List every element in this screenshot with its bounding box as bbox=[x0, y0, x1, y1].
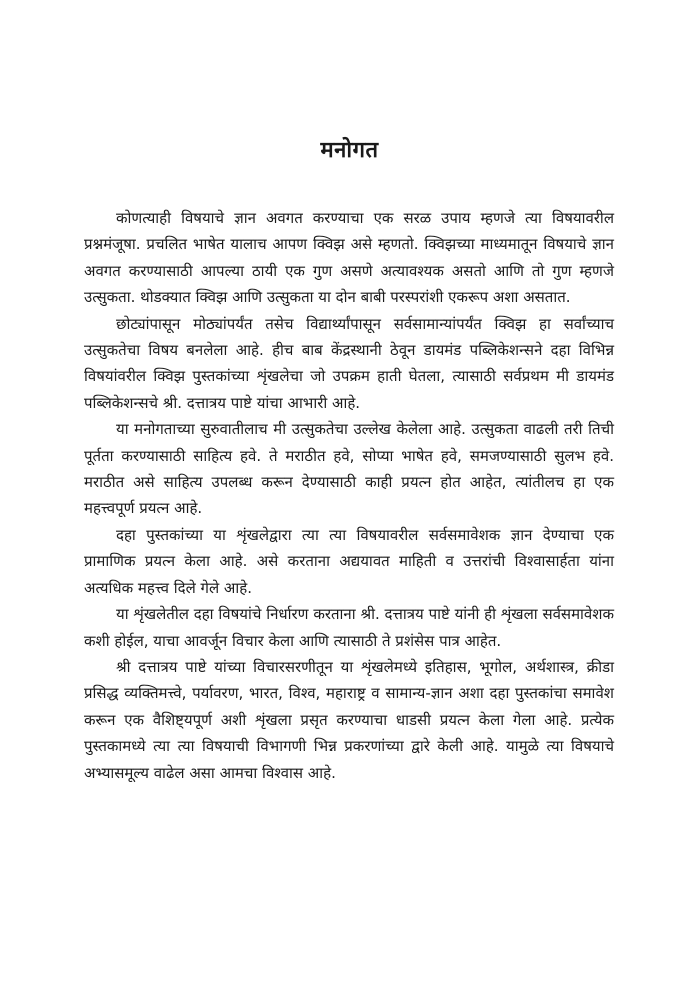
paragraph-4: दहा पुस्तकांच्या या शृंखलेद्वारा त्या त्या विषयावरील सर्वसमावेशक ज्ञान देण्याचा एक प्रामाणिक प्रयत्न केला आहे. असे करताना अद्ययावत माहिती व उत्तरांची विश्वासार्हता यांना अत्यधिक महत्त्व दिले गेले आहे. bbox=[84, 525, 614, 597]
body-text bbox=[84, 205, 614, 786]
paragraph-3: या मनोगताच्या सुरुवातीलाच मी उत्सुकतेचा उल्लेख केलेला आहे. उत्सुकता वाढली तरी तिची पूर्तता करण्यासाठी साहित्य हवे. ते मराठीत हवे, सोप्या भाषेत हवे, समजण्यासाठी सुलभ हवे. मराठीत असे साहित्य उपलब्ध करून देण्यासाठी काही प्रयत्न होत आहेत, त्यांतीलच हा एक महत्त्वपूर्ण प्रयत्न आहे. bbox=[84, 420, 614, 518]
paragraph-5: या शृंखलेतील दहा विषयांचे निर्धारण करताना श्री. दत्तात्रय पाष्टे यांनी ही शृंखला सर्वसमावेशक कशी होईल, याचा आवर्जून विचार केला आणि त्यासाठी ते प्रशंसेस पात्र आहेत. bbox=[84, 605, 614, 650]
page-title: मनोगत bbox=[320, 137, 379, 163]
paragraph-2: छोट्यांपासून मोठ्यांपर्यंत तसेच विद्यार्थ्यांपासून सर्वसामान्यांपर्यंत क्विझ हा सर्वांच्याच उत्सुकतेचा विषय बनलेला आहे. हीच बाब केंद्रस्थानी ठेवून डायमंड पब्लिकेशन्सने दहा विभिन्न विषयांवरील क्विझ पुस्तकांच्या शृंखलेचा जो उपक्रम हाती घेतला, त्यासाठी सर्वप्रथम मी डायमंड पब्लिकेशन्सचे श्री. दत्तात्रय पाष्टे यांचा आभारी आहे. bbox=[84, 314, 614, 412]
paragraph-1: कोणत्याही विषयाचे ज्ञान अवगत करण्याचा एक सरळ उपाय म्हणजे त्या विषयावरील प्रश्नमंजूषा. प्रचलित भाषेत यालाच आपण क्विझ असे म्हणतो. क्विझच्या माध्यमातून विषयाचे ज्ञान अवगत करण्यासाठी आपल्या ठायी एक गुण असणे अत्यावश्यक असतो आणि तो गुण म्हणजे उत्सुकता. थोडक्यात क्विझ आणि उत्सुकता या दोन बाबी परस्परांशी एकरूप अशा असतात. bbox=[84, 209, 614, 307]
paragraph-6: श्री दत्तात्रय पाष्टे यांच्या विचारसरणीतून या शृंखलेमध्ये इतिहास, भूगोल, अर्थशास्त्र, क्रीडा प्रसिद्ध व्यक्तिमत्त्वे, पर्यावरण, भारत, विश्व, महाराष्ट्र व सामान्य-ज्ञान अशा दहा पुस्तकांचा समावेश करून एक वैशिष्ट्यपूर्ण अशी शृंखला प्रसृत करण्याचा धाडसी प्रयत्न केला गेला आहे. प्रत्येक पुस्तकामध्ये त्या त्या विषयाची विभागणी भिन्न प्रकरणांच्या द्वारे केली आहे. यामुळे त्या विषयाचे अभ्यासमूल्य वाढेल असा आमचा विश्वास आहे. bbox=[84, 657, 614, 782]
